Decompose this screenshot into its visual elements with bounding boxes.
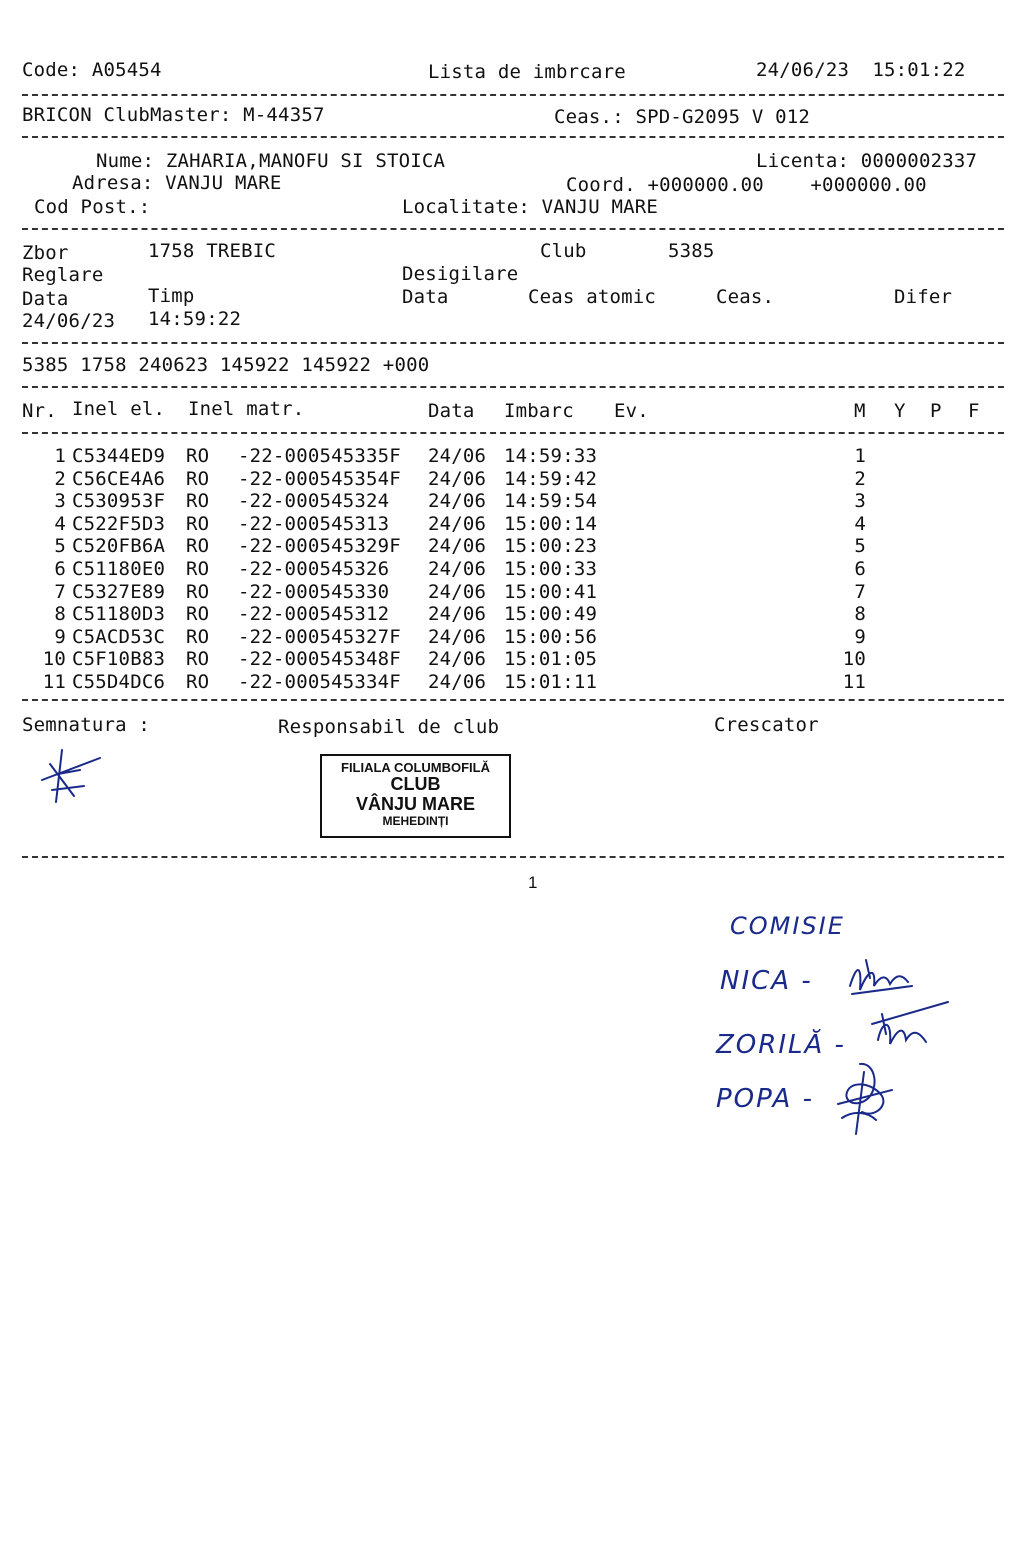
- row-inel-el: C51180E0: [72, 558, 166, 580]
- row-imbarc: 14:59:54: [504, 490, 598, 513]
- commission-title: COMISIE: [730, 912, 845, 940]
- row-data: 24/06: [428, 467, 487, 490]
- row-m: 2: [854, 467, 866, 490]
- row-m: 10: [842, 648, 866, 671]
- row-nr: 11: [42, 671, 66, 693]
- signature-popa: [830, 1060, 900, 1136]
- col-inel-matr: Inel matr.: [188, 398, 305, 420]
- signature-scribble: [40, 746, 110, 806]
- row-inel-el: C5F10B83: [72, 648, 166, 671]
- separator: [22, 856, 1004, 858]
- row-inel-el: C56CE4A6: [72, 467, 166, 490]
- row-inel-matr: -22-000545313: [238, 512, 390, 535]
- row-inel-el: C5327E89: [72, 580, 166, 603]
- reglare-date: 24/06/23: [22, 310, 116, 332]
- row-inel-matr: -22-000545348F: [238, 648, 401, 671]
- row-inel-matr: -22-000545324: [238, 490, 390, 513]
- row-inel-matr: -22-000545330: [238, 580, 390, 603]
- row-data: 24/06: [428, 445, 487, 467]
- row-nr: 7: [54, 580, 66, 603]
- row-imbarc: 14:59:33: [504, 445, 598, 467]
- reglare-label: Reglare: [22, 264, 104, 286]
- signature-nica: [846, 956, 916, 1000]
- separator: [22, 386, 1004, 388]
- row-imbarc: 15:00:33: [504, 558, 598, 580]
- separator: [22, 342, 1004, 344]
- stamp-line1: FILIALA COLUMBOFILĂ: [341, 760, 490, 775]
- row-nr: 2: [54, 467, 66, 490]
- row-data: 24/06: [428, 558, 487, 580]
- club-label: Club: [540, 240, 587, 262]
- row-country: RO: [186, 467, 210, 490]
- row-inel-el: C55D4DC6: [72, 671, 166, 693]
- col-ev: Ev.: [614, 400, 649, 422]
- clubmaster-id: BRICON ClubMaster: M-44357: [22, 104, 325, 126]
- reglare-time: 14:59:22: [148, 308, 242, 330]
- col-nr: Nr.: [22, 400, 57, 422]
- row-imbarc: 15:01:05: [504, 648, 598, 671]
- row-inel-matr: -22-000545326: [238, 558, 390, 580]
- unseal-date-label: Data: [402, 286, 449, 308]
- clock-id: Ceas.: SPD-G2095 V 012: [554, 106, 811, 128]
- col-data: Data: [428, 400, 475, 422]
- row-inel-el: C522F5D3: [72, 512, 166, 535]
- row-country: RO: [186, 490, 210, 513]
- row-inel-el: C530953F: [72, 490, 166, 513]
- owner-address: Adresa: VANJU MARE: [72, 172, 282, 194]
- row-inel-matr: -22-000545329F: [238, 535, 401, 558]
- col-m: M: [854, 400, 866, 422]
- flight-summary: 5385 1758 240623 145922 145922 +000: [22, 354, 430, 376]
- row-m: 4: [854, 512, 866, 535]
- separator: [22, 136, 1004, 138]
- row-nr: 8: [54, 603, 66, 626]
- row-inel-el: C51180D3: [72, 603, 166, 626]
- clock-label: Ceas.: [716, 286, 775, 308]
- row-inel-matr: -22-000545327F: [238, 625, 401, 648]
- row-data: 24/06: [428, 490, 487, 513]
- row-country: RO: [186, 445, 210, 467]
- row-m: 8: [854, 603, 866, 626]
- atomic-clock-label: Ceas atomic: [528, 286, 657, 308]
- difference-label: Difer: [894, 286, 953, 308]
- separator: [22, 94, 1004, 96]
- locality: Localitate: VANJU MARE: [402, 196, 659, 218]
- row-data: 24/06: [428, 603, 487, 626]
- signature-zorila: [868, 1000, 954, 1054]
- separator: [22, 699, 1004, 701]
- signature-label: Semnatura :: [22, 714, 151, 736]
- row-imbarc: 15:00:23: [504, 535, 598, 558]
- row-imbarc: 15:00:49: [504, 603, 598, 626]
- row-m: 3: [854, 490, 866, 513]
- row-nr: 5: [54, 535, 66, 558]
- commission-member-popa: POPA -: [716, 1084, 814, 1114]
- col-inel-el: Inel el.: [72, 398, 166, 420]
- row-data: 24/06: [428, 535, 487, 558]
- separator: [22, 228, 1004, 230]
- row-data: 24/06: [428, 648, 487, 671]
- row-inel-matr: -22-000545334F: [238, 671, 401, 693]
- row-inel-matr: -22-000545335F: [238, 445, 401, 467]
- row-imbarc: 14:59:42: [504, 467, 598, 490]
- row-imbarc: 15:00:41: [504, 580, 598, 603]
- row-inel-el: C520FB6A: [72, 535, 166, 558]
- row-nr: 6: [54, 558, 66, 580]
- row-imbarc: 15:01:11: [504, 671, 598, 693]
- date-label: Data: [22, 288, 69, 310]
- row-country: RO: [186, 671, 210, 693]
- separator: [22, 432, 1004, 434]
- document-title: Lista de imbrcare: [428, 61, 626, 83]
- row-data: 24/06: [428, 512, 487, 535]
- time-label: Timp: [148, 285, 195, 307]
- row-inel-el: C5344ED9: [72, 445, 166, 467]
- club-stamp: [320, 754, 511, 838]
- desigilare-label: Desigilare: [402, 263, 519, 285]
- row-nr: 10: [42, 648, 66, 671]
- flight-label: Zbor: [22, 242, 69, 264]
- row-nr: 4: [54, 512, 66, 535]
- row-inel-el: C5ACD53C: [72, 625, 166, 648]
- commission-member-zorila: ZORILĂ -: [716, 1030, 846, 1060]
- code: Code: A05454: [22, 59, 162, 81]
- row-m: 11: [842, 671, 866, 693]
- row-country: RO: [186, 580, 210, 603]
- row-nr: 3: [54, 490, 66, 513]
- club-responsible-label: Responsabil de club: [278, 716, 500, 738]
- club-value: 5385: [668, 240, 715, 262]
- row-nr: 9: [54, 625, 66, 648]
- stamp-line4: MEHEDINȚI: [382, 814, 449, 828]
- flight-value: 1758 TREBIC: [148, 240, 277, 262]
- row-inel-matr: -22-000545354F: [238, 467, 401, 490]
- row-data: 24/06: [428, 625, 487, 648]
- row-m: 7: [854, 580, 866, 603]
- print-datetime: 24/06/23 15:01:22: [756, 59, 966, 81]
- row-country: RO: [186, 535, 210, 558]
- row-country: RO: [186, 512, 210, 535]
- row-country: RO: [186, 625, 210, 648]
- row-inel-matr: -22-000545312: [238, 603, 390, 626]
- coordinates: Coord. +000000.00 +000000.00: [566, 174, 927, 196]
- row-country: RO: [186, 648, 210, 671]
- row-country: RO: [186, 558, 210, 580]
- stamp-line2: CLUB: [390, 774, 441, 794]
- row-m: 1: [854, 445, 866, 467]
- row-nr: 1: [54, 445, 66, 467]
- licence: Licenta: 0000002337: [756, 150, 978, 172]
- row-m: 6: [854, 558, 866, 580]
- row-imbarc: 15:00:14: [504, 512, 598, 535]
- owner-name: Nume: ZAHARIA,MANOFU SI STOICA: [96, 150, 446, 172]
- stamp-line3: VÂNJU MARE: [355, 794, 475, 814]
- row-imbarc: 15:00:56: [504, 625, 598, 648]
- row-data: 24/06: [428, 671, 487, 693]
- col-p: P: [930, 400, 942, 422]
- col-y: Y: [894, 400, 906, 422]
- col-f: F: [968, 400, 980, 422]
- breeder-label: Crescator: [714, 714, 819, 736]
- row-country: RO: [186, 603, 210, 626]
- page-number: 1: [528, 873, 538, 892]
- postal-code: Cod Post.:: [34, 196, 151, 218]
- row-m: 9: [854, 625, 866, 648]
- row-m: 5: [854, 535, 866, 558]
- row-data: 24/06: [428, 580, 487, 603]
- commission-member-nica: NICA -: [720, 966, 813, 996]
- col-imbarc: Imbarc: [504, 400, 574, 422]
